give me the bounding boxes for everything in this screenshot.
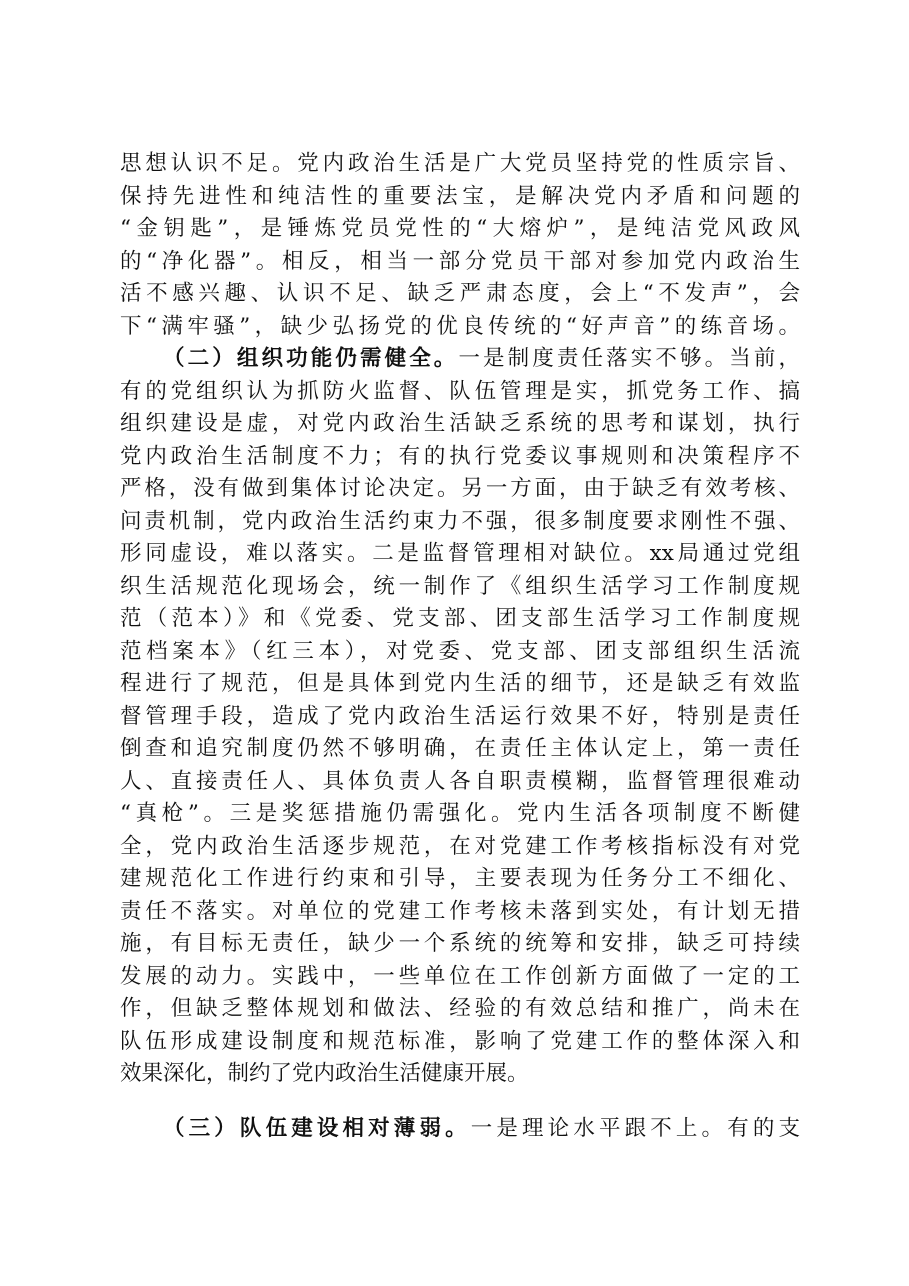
text-line-first (120, 1113, 800, 1146)
text-line: 严格，没有做到集体讨论决定。另一方面，由于缺乏有效考核、 (120, 476, 800, 501)
text-line: 组织建设是虚，对党内政治生活缺乏系统的思考和谋划，执行 (120, 411, 800, 436)
text-line: 问责机制，党内政治生活约束力不强，很多制度要求刚性不强、 (120, 508, 800, 534)
text-line: 活不感兴趣、认识不足、缺乏严肃态度，会上“不发声”，会 (120, 281, 800, 306)
text-line: 形同虚设，难以落实。二是监督管理相对缺位。xx局通过党组 (120, 541, 800, 566)
text-line: 程进行了规范，但是具体到党内生活的细节，还是缺乏有效监 (120, 671, 800, 696)
text-line: 作，但缺乏整体规划和做法、经验的有效总结和推广，尚未在 (120, 996, 800, 1021)
paragraph-1 (120, 148, 800, 343)
paragraph-gap (120, 1091, 800, 1113)
text-line-first (120, 343, 800, 376)
text-line: 督管理手段，造成了党内政治生活运行效果不好，特别是责任 (120, 703, 800, 729)
text-line: 施，有目标无责任，缺少一个系统的统筹和安排，缺乏可持续 (120, 931, 800, 956)
text-line: 发展的动力。实践中，一些单位在工作创新方面做了一定的工 (120, 963, 800, 989)
document-body (120, 148, 800, 1145)
paragraph-2 (120, 343, 800, 1091)
text-line: 下“满牢骚”，缺少弘扬党的优良传统的“好声音”的练音场。 (120, 313, 800, 339)
text-line: 保持先进性和纯洁性的重要法宝，是解决党内矛盾和问题的 (120, 183, 800, 209)
text-line: “金钥匙”，是锤炼党员党性的“大熔炉”，是纯洁党风政风 (120, 216, 800, 241)
paragraph-3 (120, 1113, 800, 1146)
text-line: 建规范化工作进行约束和引导，主要表现为任务分工不细化、 (120, 866, 800, 891)
section-heading: （三）队伍建设相对薄弱。 (163, 1115, 471, 1141)
text-line: 有的党组织认为抓防火监督、队伍管理是实，抓党务工作、搞 (120, 378, 800, 404)
text-line-last: 效果深化，制约了党内政治生活健康开展。 (120, 1061, 529, 1086)
section-heading: （二）组织功能仍需健全。 (163, 346, 459, 371)
text-line: 党内政治生活制度不力；有的执行党委议事规则和决策程序不 (120, 443, 800, 469)
text-line: 范（范本）》和《党委、党支部、团支部生活学习工作制度规 (120, 606, 800, 631)
text-line: 范档案本》（红三本），对党委、党支部、团支部组织生活流 (120, 638, 800, 664)
text-line: 责任不落实。对单位的党建工作考核未落到实处，有计划无措 (120, 898, 800, 924)
text-line: 的“净化器”。相反，相当一部分党员干部对参加党内政治生 (120, 248, 800, 274)
text-line: 队伍形成建设制度和规范标准，影响了党建工作的整体深入和 (120, 1028, 800, 1054)
text-line: 织生活规范化现场会，统一制作了《组织生活学习工作制度规 (120, 573, 800, 599)
text-line: 人、直接责任人、具体负责人各自职责模糊，监督管理很难动 (120, 768, 800, 794)
text-line: 全，党内政治生活逐步规范，在对党建工作考核指标没有对党 (120, 833, 800, 859)
text-line: 思想认识不足。党内政治生活是广大党员坚持党的性质宗旨、 (120, 151, 800, 176)
text-run: 一是理论水平跟不上。有的支 (470, 1115, 800, 1141)
text-line: 倒查和追究制度仍然不够明确，在责任主体认定上，第一责任 (120, 736, 800, 761)
text-line: “真枪”。三是奖惩措施仍需强化。党内生活各项制度不断健 (120, 801, 800, 826)
text-run: 一是制度责任落实不够。当前， (458, 346, 800, 371)
